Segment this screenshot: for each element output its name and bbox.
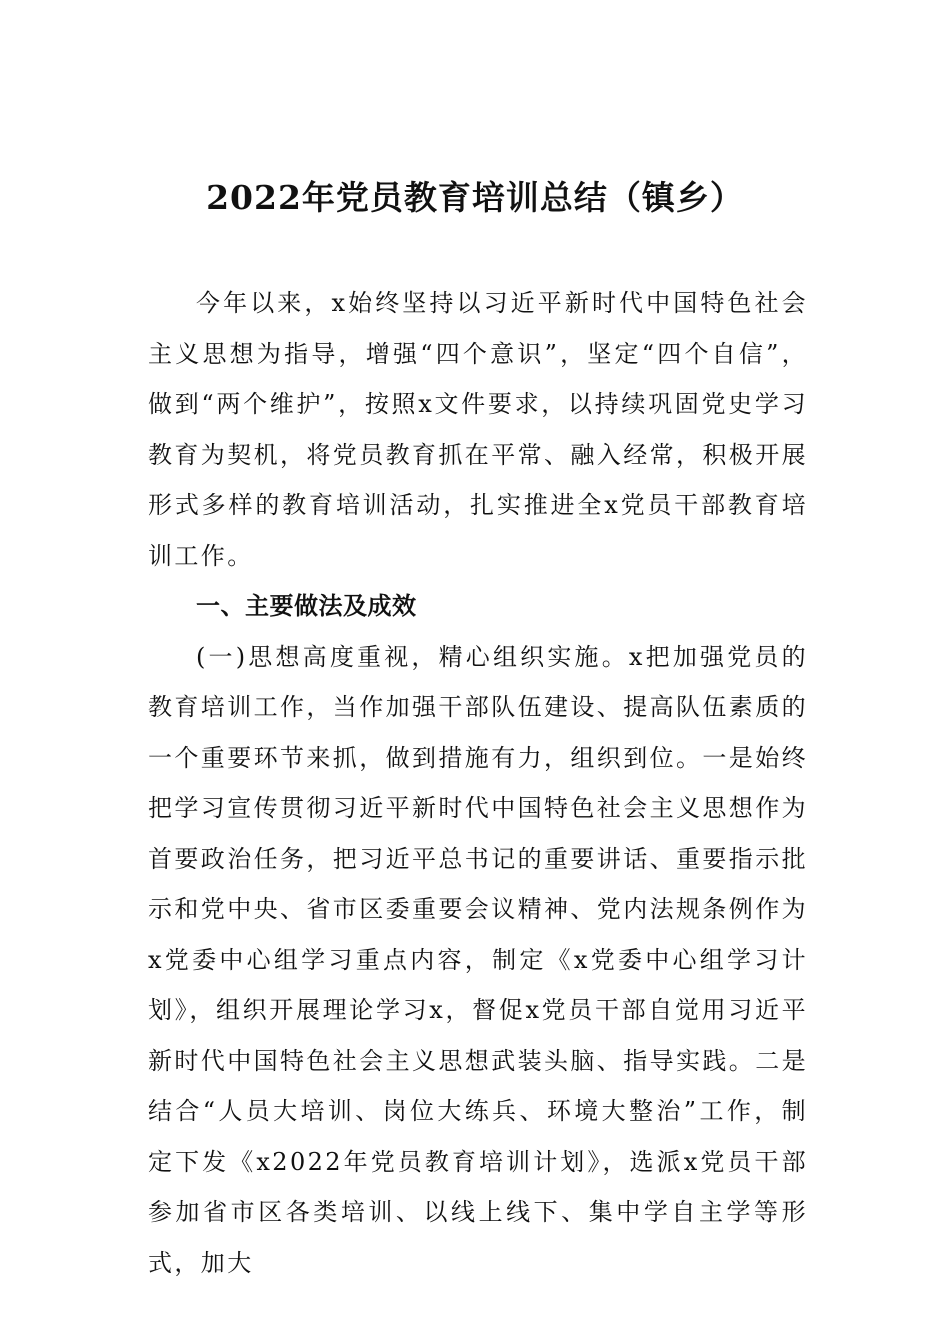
document-body <box>148 278 808 1288</box>
section-paragraph: (一)思想高度重视，精心组织实施。x把加强党员的教育培训工作，当作加强干部队伍建设、提高队伍素质的一个重要环节来抓，做到措施有力，组织到位。一是始终把学习宣传贯彻习近平新时代中国特色社会主义思想作为首要政治任务，把习近平总书记的重要讲话、重要指示批示和党中央、省市区委重要会议精神、党内法规条例作为x党委中心组学习重点内容，制定《x党委中心组学习计划》，组织开展理论学习x，督促x党员干部自觉用习近平新时代中国特色社会主义思想武装头脑、指导实践。二是结合“人员大培训、岗位大练兵、环境大整治”工作，制定下发《x2022年党员教育培训计划》，选派x党员干部参加省市区各类培训、以线上线下、集中学自主学等形式，加大 <box>148 642 808 1277</box>
intro-paragraph: 今年以来，x始终坚持以习近平新时代中国特色社会主义思想为指导，增强“四个意识”，坚定“四个自信”，做到“两个维护”，按照x文件要求，以持续巩固党史学习教育为契机，将党员教育抓在平常、融入经常，积极开展形式多样的教育培训活动，扎实推进全x党员干部教育培训工作。 <box>148 289 808 570</box>
document-title: 2022年党员教育培训总结（镇乡） <box>206 178 744 217</box>
section-heading: 一、主要做法及成效 <box>196 592 417 620</box>
